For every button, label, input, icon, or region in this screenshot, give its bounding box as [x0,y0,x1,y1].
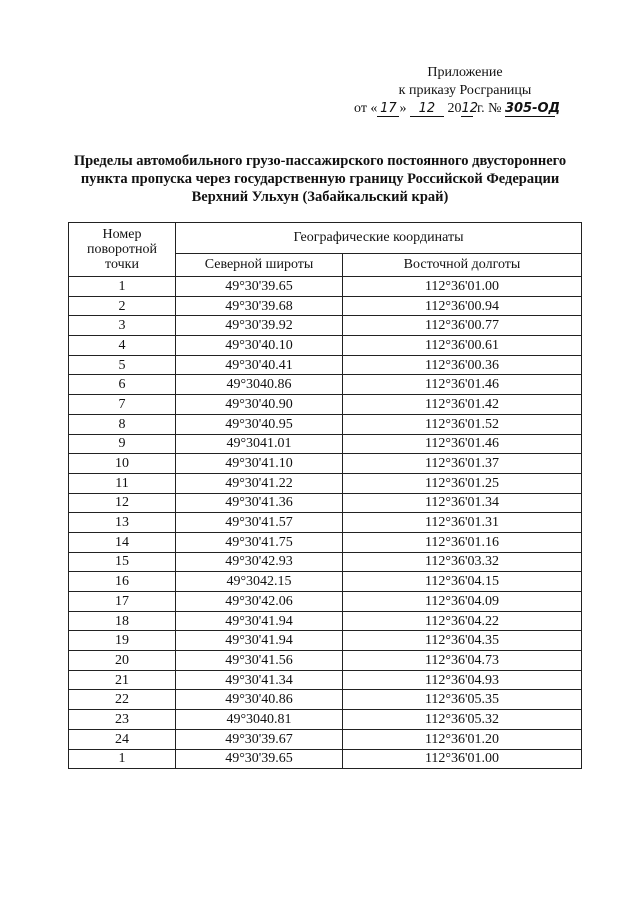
table-row [69,552,582,572]
point-number-cell: 1 [69,277,176,297]
latitude-cell: 49°30'39.68 [176,296,343,316]
point-number-cell: 23 [69,710,176,730]
point-number-cell: 24 [69,729,176,749]
point-number-cell: 13 [69,513,176,533]
table-row [69,651,582,671]
longitude-cell: 112°36'01.37 [343,454,582,474]
latitude-cell: 49°30'40.10 [176,336,343,356]
point-number-cell: 11 [69,473,176,493]
point-number-cell: 17 [69,592,176,612]
table-row [69,434,582,454]
table-row [69,473,582,493]
appendix-label: Приложение [427,65,503,80]
point-number-cell: 6 [69,375,176,395]
order-number: 305-ОД [504,101,561,116]
table-row [69,414,582,434]
document-title [40,152,600,206]
longitude-cell: 112°36'05.35 [343,690,582,710]
latitude-cell: 49°30'40.41 [176,355,343,375]
point-number-cell: 12 [69,493,176,513]
longitude-cell: 112°36'04.22 [343,611,582,631]
longitude-cell: 112°36'00.94 [343,296,582,316]
header-row-1 [69,223,582,254]
longitude-cell: 112°36'00.36 [343,355,582,375]
latitude-cell: 49°30'41.22 [176,473,343,493]
longitude-cell: 112°36'04.35 [343,631,582,651]
latitude-cell: 49°30'41.10 [176,454,343,474]
point-number-cell: 4 [69,336,176,356]
latitude-cell: 49°30'41.34 [176,670,343,690]
point-number-cell: 2 [69,296,176,316]
table-row [69,493,582,513]
table-row [69,513,582,533]
latitude-cell: 49°30'39.65 [176,749,343,769]
latitude-cell: 49°30'40.86 [176,690,343,710]
table-row [69,749,582,769]
longitude-cell: 112°36'04.73 [343,651,582,671]
latitude-cell: 49°30'40.90 [176,395,343,415]
point-number-cell: 5 [69,355,176,375]
table-row [69,710,582,730]
point-number-cell: 21 [69,670,176,690]
table-row [69,454,582,474]
table-row [69,277,582,297]
longitude-cell: 112°36'00.61 [343,336,582,356]
coordinates-table [68,222,582,769]
order-date-prefix: от « [354,101,378,116]
appendix-order-reference: к приказу Росграницы [398,83,532,98]
latitude-cell: 49°30'41.56 [176,651,343,671]
point-number-cell: 8 [69,414,176,434]
longitude-cell: 112°36'01.31 [343,513,582,533]
order-date-mid: » [399,101,407,116]
latitude-cell: 49°3040.86 [176,375,343,395]
longitude-cell: 112°36'01.00 [343,749,582,769]
point-number-cell: 14 [69,532,176,552]
table-row [69,611,582,631]
table-header [69,223,582,277]
latitude-cell: 49°30'41.94 [176,631,343,651]
point-number-cell: 9 [69,434,176,454]
point-number-cell: 1 [69,749,176,769]
longitude-cell: 112°36'01.42 [343,395,582,415]
table-row [69,355,582,375]
latitude-cell: 49°30'39.92 [176,316,343,336]
longitude-cell: 112°36'04.09 [343,592,582,612]
table-row [69,631,582,651]
longitude-cell: 112°36'01.16 [343,532,582,552]
order-date-number [340,100,590,118]
latitude-cell: 49°30'40.95 [176,414,343,434]
longitude-cell: 112°36'01.46 [343,434,582,454]
latitude-cell: 49°30'39.67 [176,729,343,749]
table-body [69,277,582,769]
latitude-cell: 49°30'39.65 [176,277,343,297]
table-row [69,336,582,356]
point-number-cell: 19 [69,631,176,651]
point-number-cell: 15 [69,552,176,572]
point-number-cell: 3 [69,316,176,336]
longitude-cell: 112°36'04.93 [343,670,582,690]
point-number-cell: 22 [69,690,176,710]
point-number-cell: 10 [69,454,176,474]
longitude-cell: 112°36'04.15 [343,572,582,592]
point-number-cell: 16 [69,572,176,592]
table-row [69,316,582,336]
table-row [69,572,582,592]
header-latitude: Северной широты [176,254,343,277]
table-row [69,395,582,415]
longitude-cell: 112°36'01.52 [343,414,582,434]
latitude-cell: 49°30'41.57 [176,513,343,533]
table-row [69,670,582,690]
longitude-cell: 112°36'01.34 [343,493,582,513]
latitude-cell: 49°30'41.94 [176,611,343,631]
table-row [69,532,582,552]
longitude-cell: 112°36'01.46 [343,375,582,395]
longitude-cell: 112°36'01.20 [343,729,582,749]
header-longitude: Восточной долготы [343,254,582,277]
latitude-cell: 49°3040.81 [176,710,343,730]
longitude-cell: 112°36'00.77 [343,316,582,336]
point-number-cell: 20 [69,651,176,671]
header-geo-coordinates: Географические координаты [176,223,582,254]
latitude-cell: 49°3042.15 [176,572,343,592]
latitude-cell: 49°30'42.06 [176,592,343,612]
latitude-cell: 49°30'41.36 [176,493,343,513]
header-point-number: Номер поворотной точки [69,223,176,277]
table-row [69,296,582,316]
order-year: 12 [461,101,478,116]
title-line-3: Верхний Ульхун (Забайкальский край) [191,189,449,205]
appendix-header [340,64,590,118]
longitude-cell: 112°36'05.32 [343,710,582,730]
order-year-prefix: 20 [447,101,462,116]
latitude-cell: 49°30'41.75 [176,532,343,552]
longitude-cell: 112°36'01.00 [343,277,582,297]
longitude-cell: 112°36'01.25 [343,473,582,493]
longitude-cell: 112°36'03.32 [343,552,582,572]
order-day: 17 [377,102,399,117]
latitude-cell: 49°3041.01 [176,434,343,454]
order-year-suffix: г. № [473,101,502,116]
point-number-cell: 7 [69,395,176,415]
table-row [69,592,582,612]
table-row [69,690,582,710]
point-number-cell: 18 [69,611,176,631]
title-line-1: Пределы автомобильного грузо-пассажирского постоянного двустороннего [73,153,567,169]
latitude-cell: 49°30'42.93 [176,552,343,572]
table-row [69,729,582,749]
order-month: 12 [410,102,444,117]
table-row [69,375,582,395]
title-line-2: пункта пропуска через государственную границу Российской Федерации [80,171,560,187]
